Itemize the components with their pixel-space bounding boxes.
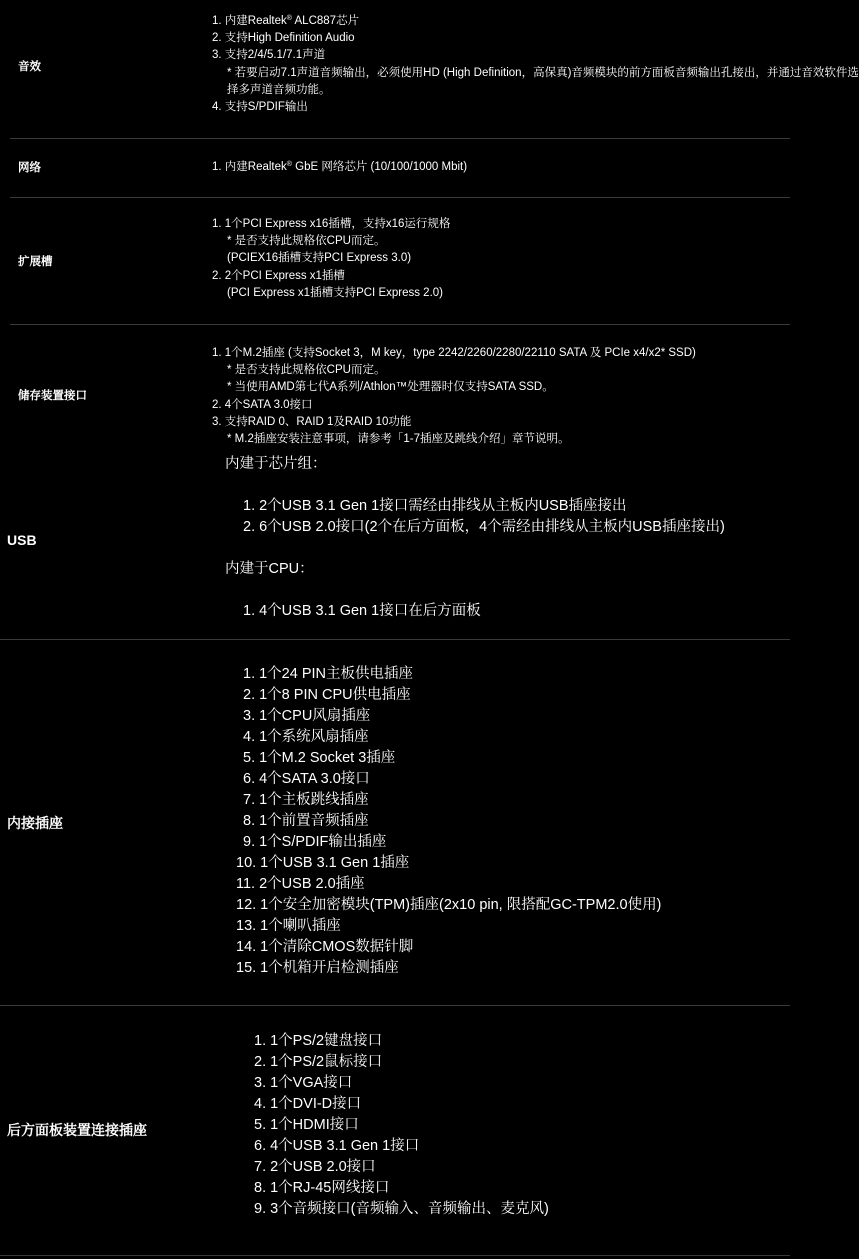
row-content-internal <box>236 664 661 979</box>
list-item: 11. 2个USB 2.0插座 <box>236 876 365 892</box>
row-label-rear: 后方面板装置连接插座 <box>7 1122 147 1138</box>
row-content-usb <box>225 454 725 622</box>
row-divider <box>0 1255 790 1256</box>
row-slots <box>0 198 790 324</box>
list-item: 3. 1个VGA接口 <box>254 1075 353 1091</box>
list-note: * 是否支持此规格依CPU而定。 <box>227 364 386 377</box>
list-item: 14. 1个清除CMOS数据针脚 <box>236 939 414 955</box>
list-item: 2. 1个PS/2鼠标接口 <box>254 1054 383 1070</box>
row-label-lan: 网络 <box>18 162 41 174</box>
row-content-lan <box>212 159 467 176</box>
usb-cpu-heading: 内建于CPU： <box>225 561 314 577</box>
row-rear <box>0 1006 790 1255</box>
list-item: 6. 4个USB 3.1 Gen 1接口 <box>254 1138 420 1154</box>
row-content-audio <box>212 13 859 116</box>
row-label-internal: 内接插座 <box>7 815 63 831</box>
row-usb <box>0 448 790 639</box>
row-label-storage: 储存装置接口 <box>18 390 87 402</box>
list-item: 5. 1个HDMI接口 <box>254 1117 359 1133</box>
row-label-slots: 扩展槽 <box>18 256 53 268</box>
list-item: 2. 2个PCI Express x1插槽 <box>212 269 345 282</box>
list-item: 1. 1个M.2插座 (支持Socket 3，M key，type 2242/2260/2280/22110 SATA 及 PCIe x4/x2* SSD) <box>212 347 696 359</box>
list-item: 7. 2个USB 2.0接口 <box>254 1159 376 1175</box>
row-audio <box>0 0 859 138</box>
list-item: 1. 内建Realtek® GbE 网络芯片 (10/100/1000 Mbit) <box>212 161 468 173</box>
row-content-slots <box>212 216 450 302</box>
list-item: 3. 1个CPU风扇插座 <box>243 708 371 724</box>
list-note: (PCI Express x1插槽支持PCI Express 2.0) <box>227 286 443 299</box>
list-item: 5. 1个M.2 Socket 3插座 <box>243 750 396 766</box>
list-note: * 是否支持此规格依CPU而定。 <box>227 235 386 248</box>
list-note: * 当使用AMD第七代A系列/Athlon™处理器时仅支持SATA SSD。 <box>227 381 554 394</box>
list-item: 2. 1个8 PIN CPU供电插座 <box>243 687 411 703</box>
row-content-storage <box>212 345 696 448</box>
list-note: * M.2插座安装注意事项，请参考「1-7插座及跳线介绍」章节说明。 <box>227 432 570 445</box>
list-item: 3. 支持2/4/5.1/7.1声道 <box>212 49 326 62</box>
row-label-audio: 音效 <box>18 61 41 73</box>
list-item: 1. 2个USB 3.1 Gen 1接口需经由排线从主板内USB插座接出 <box>243 498 627 514</box>
list-item: 1. 内建Realtek® ALC887芯片 <box>212 15 360 27</box>
list-item: 8. 1个RJ-45网线接口 <box>254 1180 390 1196</box>
list-item: 2. 4个SATA 3.0接口 <box>212 398 313 411</box>
list-note: 择多声道音频功能。 <box>227 83 331 96</box>
list-item: 1. 1个PS/2键盘接口 <box>254 1033 383 1049</box>
list-item: 8. 1个前置音频插座 <box>243 813 369 829</box>
list-item: 9. 3个音频接口(音频输入、音频输出、麦克风) <box>254 1201 549 1217</box>
list-item: 7. 1个主板跳线插座 <box>243 792 369 808</box>
list-item: 4. 1个系统风扇插座 <box>243 729 369 745</box>
row-storage <box>0 325 790 448</box>
row-internal <box>0 640 790 1005</box>
list-item: 6. 4个SATA 3.0接口 <box>243 771 370 787</box>
row-content-rear <box>254 1031 549 1220</box>
list-item: 13. 1个喇叭插座 <box>236 918 341 934</box>
list-item: 10. 1个USB 3.1 Gen 1插座 <box>236 855 410 871</box>
list-item: 2. 6个USB 2.0接口(2个在后方面板，4个需经由排线从主板内USB插座接出) <box>243 519 725 535</box>
list-item: 12. 1个安全加密模块(TPM)插座(2x10 pin, 限搭配GC-TPM2.0使用) <box>236 897 662 913</box>
list-item: 2. 支持High Definition Audio <box>212 32 355 45</box>
row-label-usb: USB <box>7 532 37 548</box>
list-item: 1. 4个USB 3.1 Gen 1接口在后方面板 <box>243 603 481 619</box>
usb-chipset-heading: 内建于芯片组： <box>225 456 327 472</box>
list-item: 9. 1个S/PDIF输出插座 <box>243 834 387 850</box>
list-item: 4. 1个DVI-D接口 <box>254 1096 362 1112</box>
row-lan <box>0 139 790 197</box>
list-note: (PCIEX16插槽支持PCI Express 3.0) <box>227 252 412 265</box>
list-item: 3. 支持RAID 0、RAID 1及RAID 10功能 <box>212 415 412 428</box>
list-item: 1. 1个PCI Express x16插槽，支持x16运行规格 <box>212 218 451 230</box>
list-item: 15. 1个机箱开启检测插座 <box>236 960 399 976</box>
list-item: 1. 1个24 PIN主板供电插座 <box>243 666 414 682</box>
list-note: * 若要启动7.1声道音频输出，必须使用HD (High Definition，高保真)音频模块的前方面板音频输出孔接出，并通过音效软件选 <box>227 66 859 79</box>
list-item: 4. 支持S/PDIF输出 <box>212 100 308 113</box>
